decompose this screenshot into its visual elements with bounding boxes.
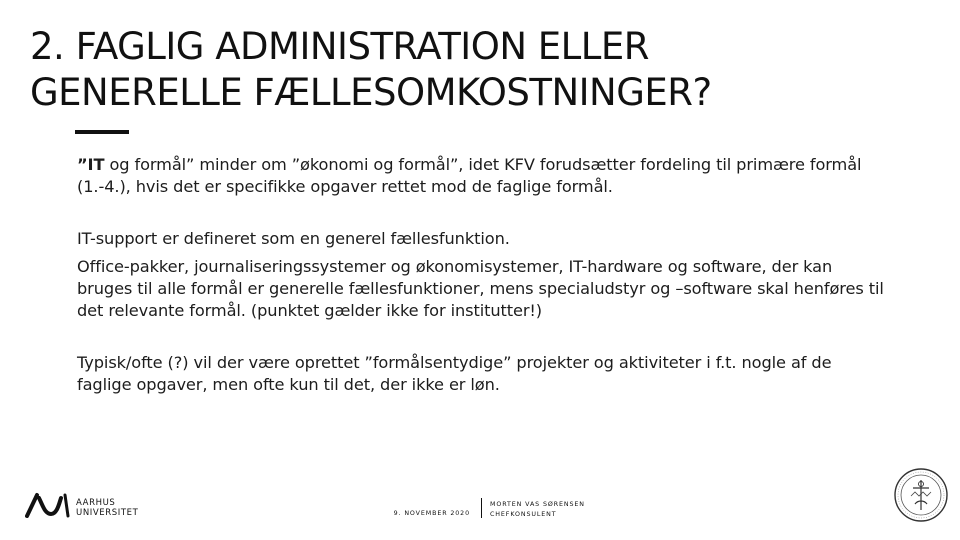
paragraph-office-packages: Office-pakker, journaliseringssystemer og økonomisystemer, IT-hardware og software, der kan bruges til alle formål er generelle fællesfunktioner, mens specialudstyr og –software skal henføres til det relevante formål. (punktet gælder ikke for institutter!) xyxy=(77,257,884,320)
slide-title-line1: 2. FAGLIG ADMINISTRATION ELLER xyxy=(30,25,649,68)
university-name-line1: AARHUS xyxy=(76,498,116,508)
presentation-date: 9. NOVEMBER 2020 xyxy=(393,510,470,517)
footer-divider xyxy=(481,498,482,518)
paragraph-typical-projects: Typisk/ofte (?) vil der være oprettet ”formålsentydige” projekter og aktiviteter i f.t. nogle af de faglige opgaver, men ofte kun til det, der ikke er løn. xyxy=(77,353,832,394)
university-name-line2: UNIVERSITET xyxy=(76,508,139,518)
presenter-title: CHEFKONSULENT xyxy=(490,511,557,518)
paragraph-it-purpose-text: og formål” minder om ”økonomi og formål”, idet KFV forudsætter fordeling til primære formål (1.-4.), hvis det er specifikke opgaver rettet mod de faglige formål. xyxy=(77,155,862,196)
paragraph-it-purpose-bold: ”IT xyxy=(77,155,105,174)
university-name xyxy=(76,498,138,518)
slide-title xyxy=(30,24,930,116)
presenter-info xyxy=(490,500,585,520)
title-underline xyxy=(75,130,129,134)
presenter-name: MORTEN VAS SØRENSEN xyxy=(490,501,585,508)
university-seal-icon xyxy=(885,466,955,524)
au-wave-logo-icon xyxy=(25,492,71,518)
slide-title-line2: GENERELLE FÆLLESOMKOSTNINGER? xyxy=(30,71,712,114)
paragraph-it-purpose xyxy=(77,154,887,198)
slide-body xyxy=(77,154,887,396)
paragraph-it-support: IT-support er defineret som en generel fællesfunktion. xyxy=(77,229,510,248)
